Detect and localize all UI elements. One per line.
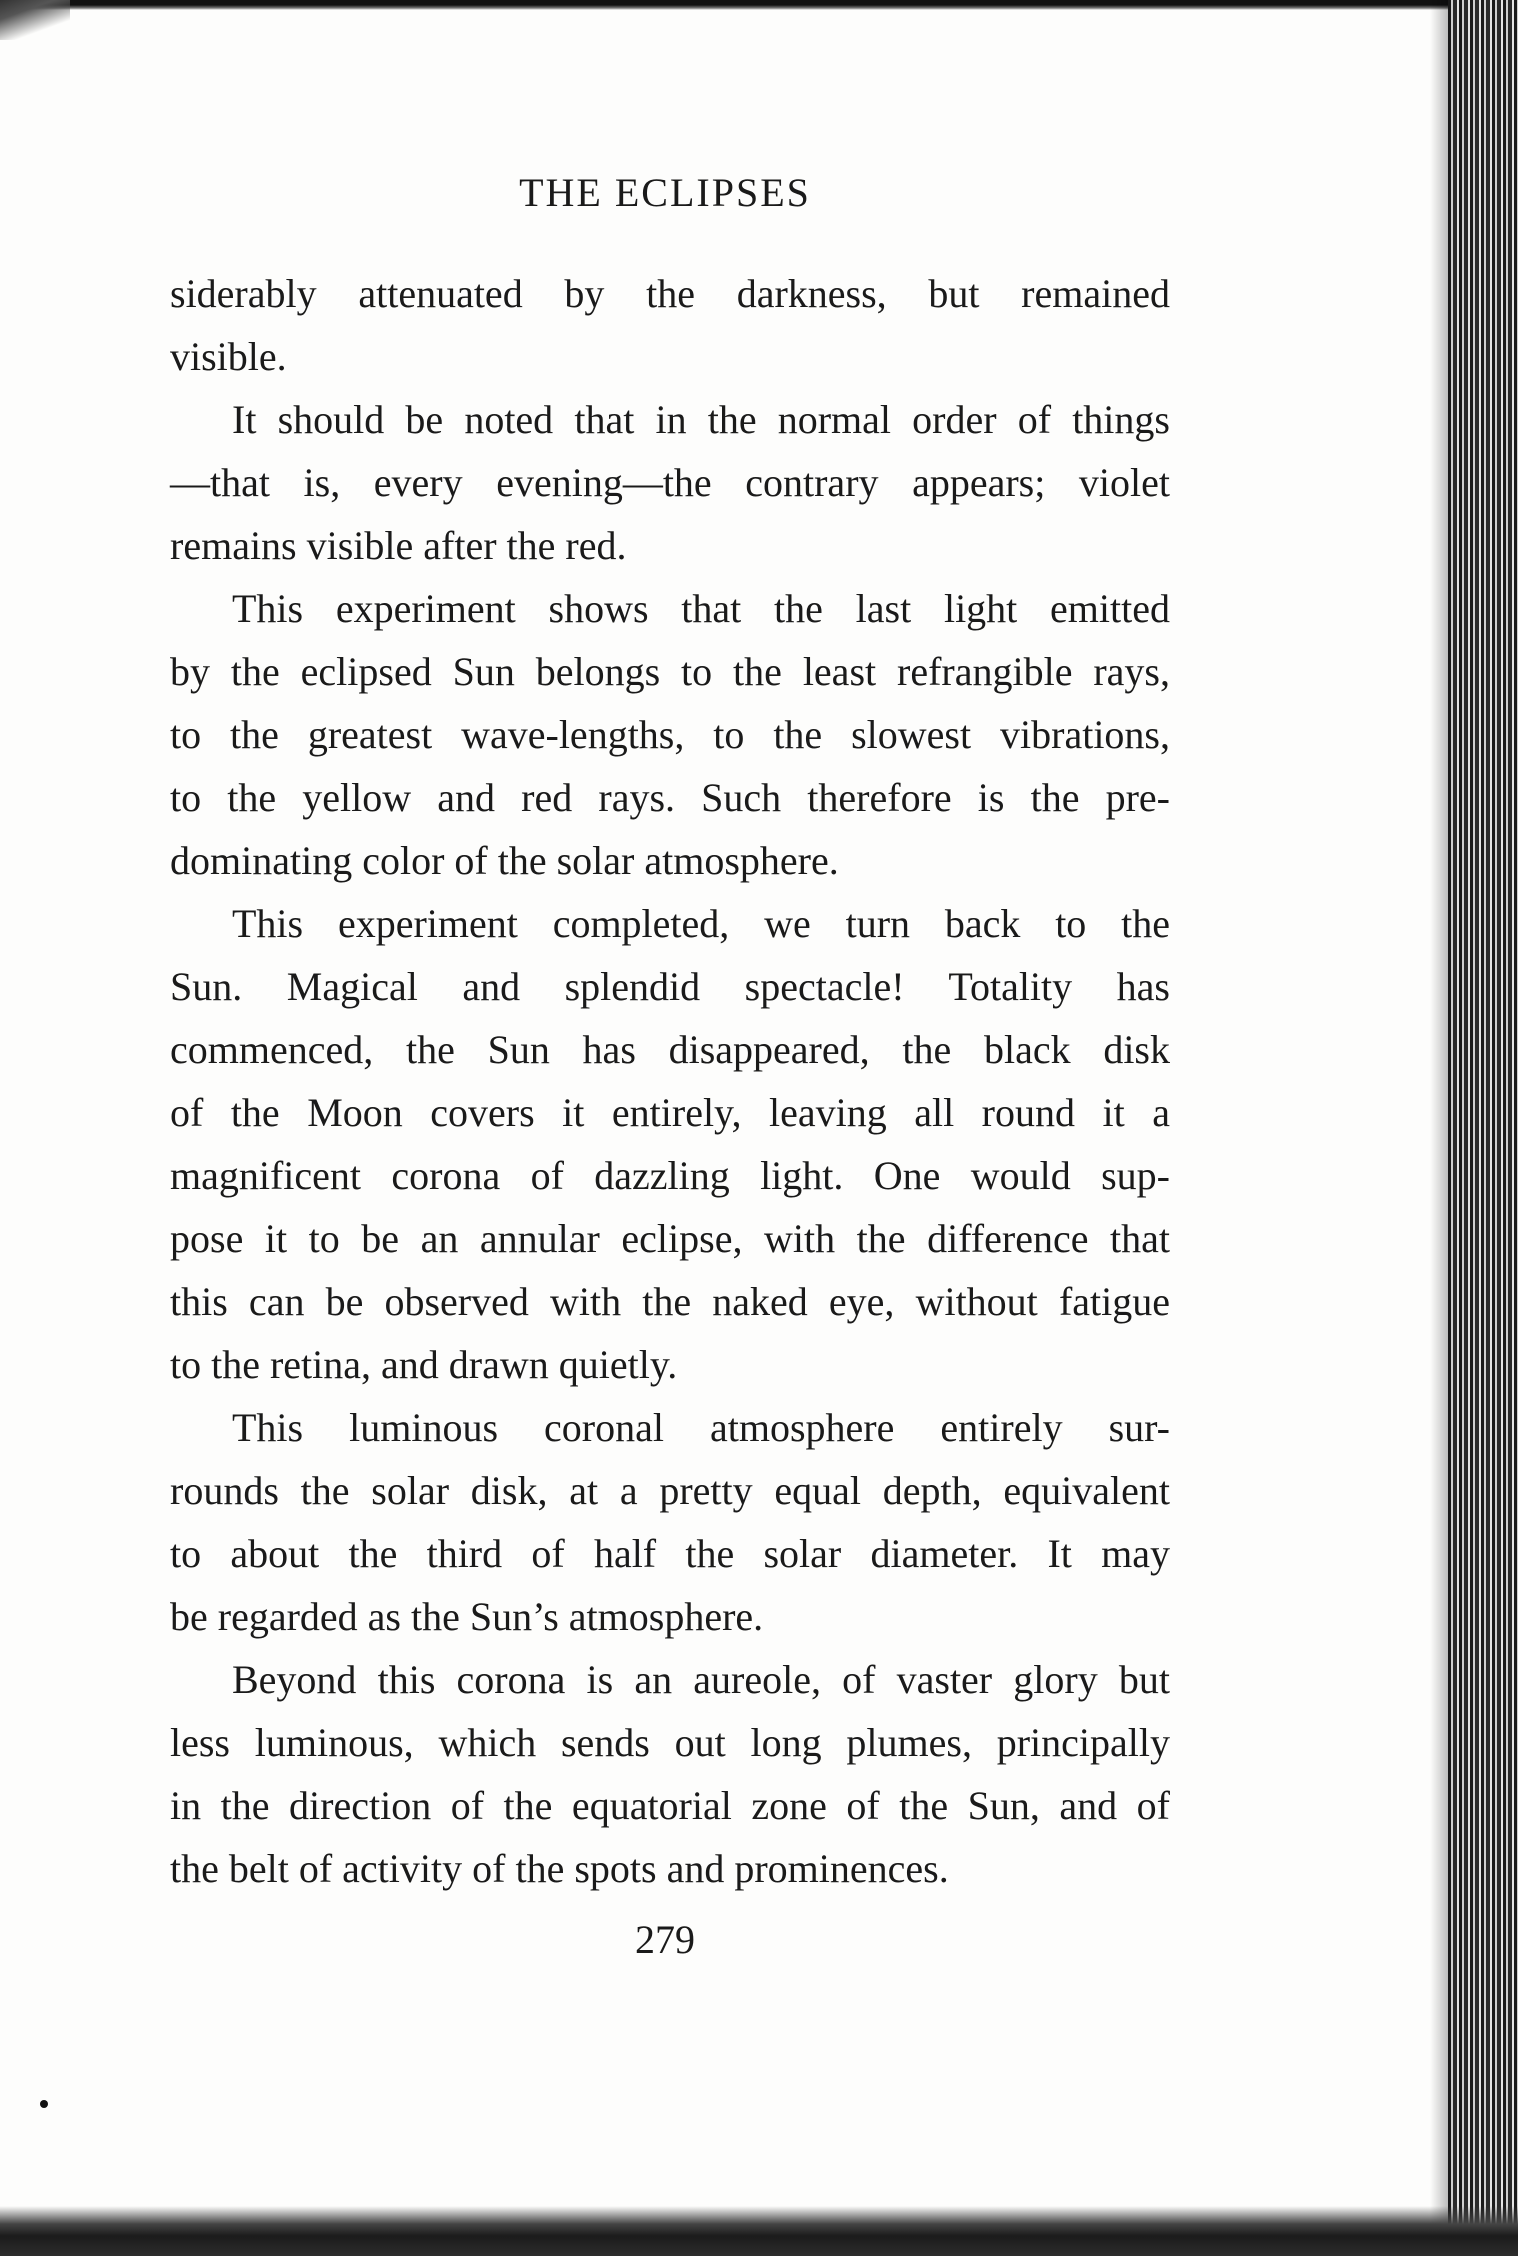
scan-speck: [40, 2100, 48, 2108]
gutter-shadow: [1430, 0, 1448, 2256]
running-head: THE ECLIPSES: [519, 170, 811, 215]
text-line: commenced, the Sun has disappeared, the black disk: [170, 1027, 1170, 1072]
text-line: to about the third of half the solar diameter. It may: [170, 1531, 1170, 1576]
text-line: visible.: [170, 334, 287, 379]
text-line: the belt of activity of the spots and prominences.: [170, 1846, 949, 1891]
text-line: Sun. Magical and splendid spectacle! Totality has: [170, 964, 1170, 1009]
text-line: This luminous coronal atmosphere entirely sur-: [232, 1405, 1170, 1450]
text-line: dominating color of the solar atmosphere.: [170, 838, 839, 883]
text-line: This experiment shows that the last light emitted: [232, 586, 1170, 631]
text-line: to the yellow and red rays. Such therefore is the pre-: [170, 775, 1170, 820]
text-line: magnificent corona of dazzling light. One would sup-: [170, 1153, 1170, 1198]
text-line: —that is, every evening—the contrary appears; violet: [170, 460, 1170, 505]
text-line: to the retina, and drawn quietly.: [170, 1342, 678, 1387]
text-line: remains visible after the red.: [170, 523, 627, 568]
text-line: pose it to be an annular eclipse, with the difference that: [170, 1216, 1170, 1261]
text-line: This experiment completed, we turn back to the: [232, 901, 1170, 946]
text-line: rounds the solar disk, at a pretty equal depth, equivalent: [170, 1468, 1170, 1513]
text-line: siderably attenuated by the darkness, but remained: [170, 271, 1170, 316]
text-line: by the eclipsed Sun belongs to the least refrangible rays,: [170, 649, 1170, 694]
text-line: Beyond this corona is an aureole, of vaster glory but: [232, 1657, 1170, 1702]
scan-top-edge: [0, 0, 1450, 10]
scan-corner-shadow: [0, 0, 70, 40]
text-line: less luminous, which sends out long plumes, principally: [170, 1720, 1170, 1765]
text-line: of the Moon covers it entirely, leaving all round it a: [170, 1090, 1170, 1135]
text-line: this can be observed with the naked eye, without fatigue: [170, 1279, 1170, 1324]
scan-bottom-edge: [0, 2206, 1518, 2256]
page-number: 279: [635, 1917, 695, 1962]
body-text: [170, 262, 1170, 1900]
text-line: It should be noted that in the normal order of things: [232, 397, 1170, 442]
text-line: be regarded as the Sun’s atmosphere.: [170, 1594, 764, 1639]
text-line: in the direction of the equatorial zone of the Sun, and of: [170, 1783, 1170, 1828]
text-line: to the greatest wave-lengths, to the slowest vibrations,: [170, 712, 1170, 757]
page-edges-binding: [1448, 0, 1518, 2256]
